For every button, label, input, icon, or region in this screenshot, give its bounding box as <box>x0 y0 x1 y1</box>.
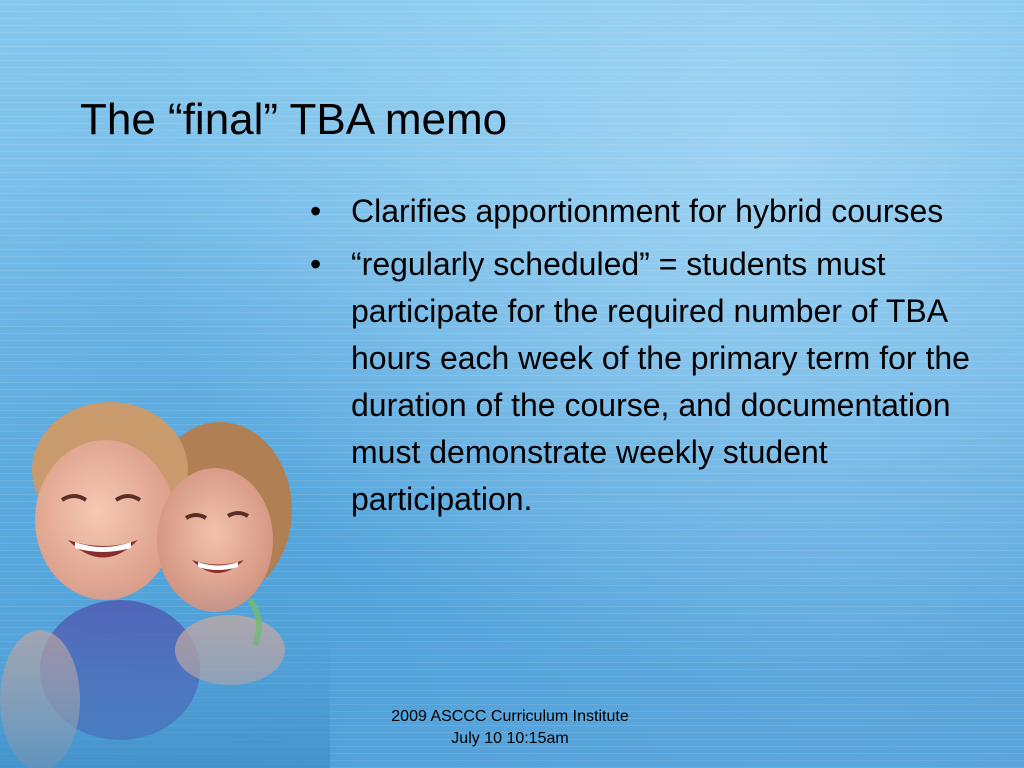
face-left <box>35 440 175 600</box>
bullet-list <box>310 188 1010 529</box>
footer-date: July 10 10:15am <box>451 730 569 747</box>
slide-footer <box>330 706 690 750</box>
bullet-text: Clarifies apportionment for hybrid courses <box>351 193 944 229</box>
footer-event: 2009 ASCCC Curriculum Institute <box>391 708 629 725</box>
bullet-item <box>310 241 1010 523</box>
bullet-item <box>310 188 1010 235</box>
bullet-dot: • <box>310 246 322 282</box>
bullet-text: “regularly scheduled” = students must participate for the required number of TBA hours each week of the primary term for the duration of the course, and documentation must demonstrate weekly student participation. <box>351 246 970 517</box>
bullet-dot: • <box>310 193 322 229</box>
children-swimming-photo <box>0 400 330 768</box>
slide-title: The “final” TBA memo <box>80 95 508 144</box>
